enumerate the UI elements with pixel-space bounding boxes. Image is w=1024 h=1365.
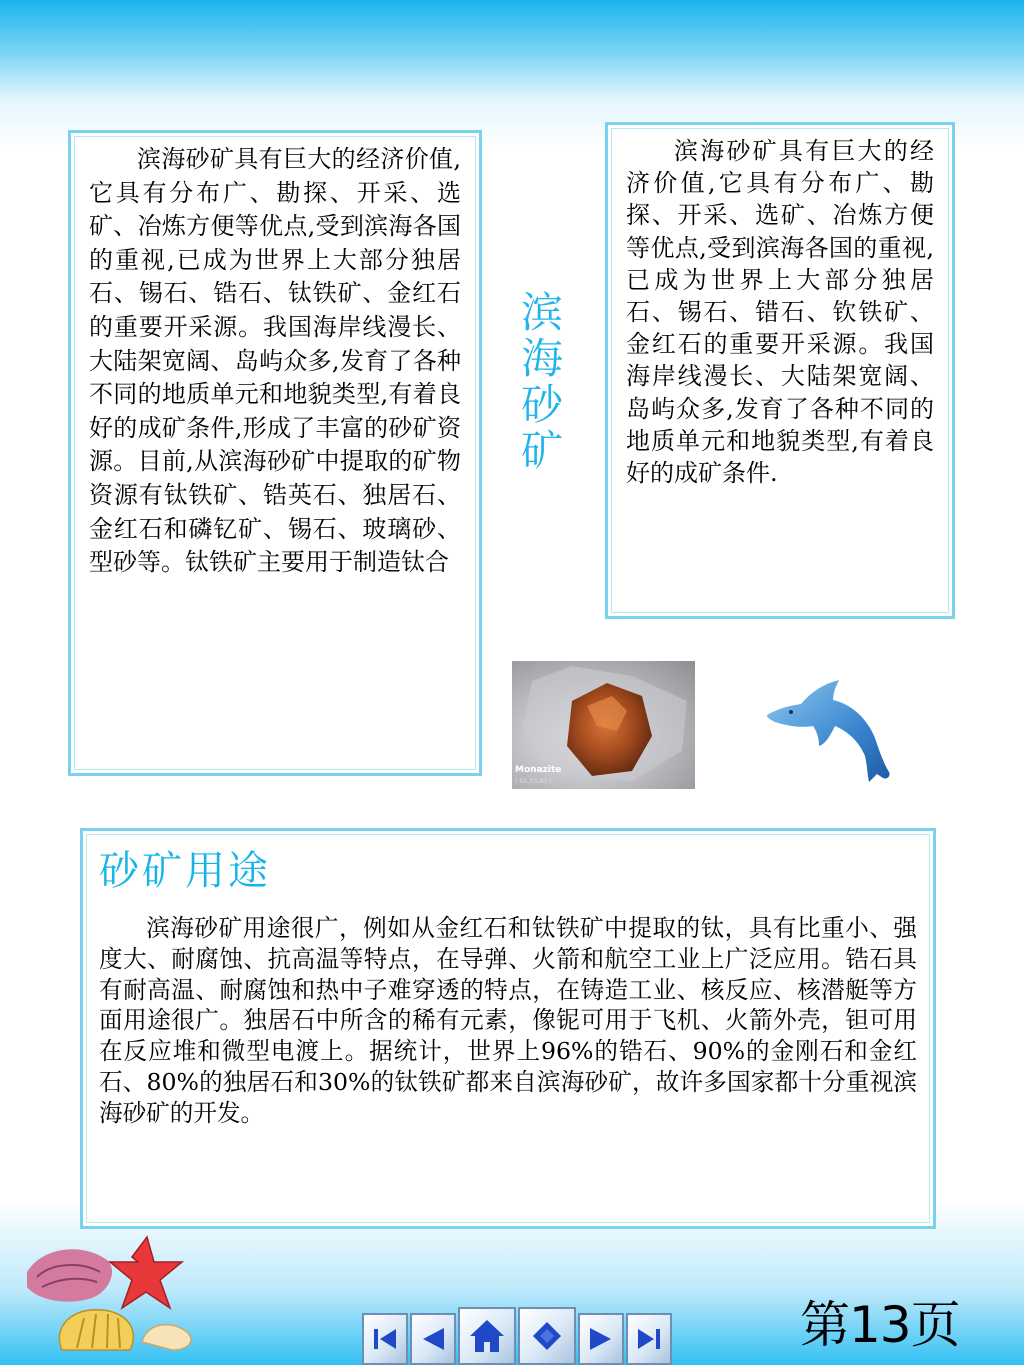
left-text-box <box>68 130 482 776</box>
vertical-title: 滨海砂矿 <box>515 290 564 474</box>
home-button[interactable] <box>458 1307 516 1365</box>
dolphin-icon <box>765 680 895 783</box>
last-page-button[interactable] <box>626 1313 672 1365</box>
mineral-photo <box>512 661 695 789</box>
right-text-box <box>605 122 955 619</box>
close-button[interactable] <box>518 1307 576 1365</box>
usage-title: 砂矿用途 <box>99 848 271 894</box>
next-page-icon <box>586 1324 616 1354</box>
next-page-button[interactable] <box>578 1313 624 1365</box>
previous-page-icon <box>418 1324 448 1354</box>
left-text-paragraph: 滨海砂矿具有巨大的经济价值,它具有分布广、勘探、开采、选矿、冶炼方便等优点,受到滨海各国的重视,已成为世界上大部分独居石、锡石、锆石、钛铁矿、金红石的重要开采源。我国海岸线漫长、大陆架宽阔、岛屿众多,发育了各种不同的地质单元和地貌类型,有着良好的成矿条件,形成了丰富的砂矿资源。目前,从滨海砂矿中提取的矿物资源有钛铁矿、锆英石、独居石、金红石和磷钇矿、锡石、玻璃砂、型砂等。钛铁矿主要用于制造钛合 <box>89 145 461 577</box>
mineral-caption: Monazite <box>515 765 562 775</box>
right-text-paragraph: 滨海砂矿具有巨大的经济价值,它具有分布广、勘探、开采、选矿、冶炼方便等优点,受到滨海各国的重视,已成为世界上大部分独居石、锡石、错石、钦铁矿、金红石的重要开采源。我国海岸线漫长、大陆架宽阔、岛屿众多,发育了各种不同的地质单元和地貌类型,有着良好的成矿条件. <box>626 137 934 488</box>
home-icon <box>467 1316 507 1356</box>
usage-section <box>80 828 936 1229</box>
usage-paragraph: 滨海砂矿用途很广，例如从金红石和钛铁矿中提取的钛，具有比重小、强度大、耐腐蚀、抗高温等特点，在导弹、火箭和航空工业上广泛应用。锆石具有耐高温、耐腐蚀和热中子难穿透的特点，在铸造工业、核反应、核潜艇等方面用途很广。独居石中所含的稀有元素，像铌可用于飞机、火箭外壳，钽可用在反应堆和微型电渡上。据统计，世界上96%的锆石、90%的金刚石和金红石、80%的独居石和30%的钛铁矿都来自滨海砂矿，故许多国家都十分重视滨海砂矿的开发。 <box>99 914 917 1127</box>
mineral-subcaption: ( SiL,ES,80 ) <box>515 778 552 785</box>
page-number: 第13页 <box>800 1296 960 1354</box>
first-page-icon <box>370 1324 400 1354</box>
seashell-decoration-icon <box>22 1232 207 1352</box>
last-page-icon <box>634 1324 664 1354</box>
previous-page-button[interactable] <box>410 1313 456 1365</box>
slide-navigation-bar <box>362 1305 682 1365</box>
close-icon <box>527 1316 567 1356</box>
first-page-button[interactable] <box>362 1313 408 1365</box>
